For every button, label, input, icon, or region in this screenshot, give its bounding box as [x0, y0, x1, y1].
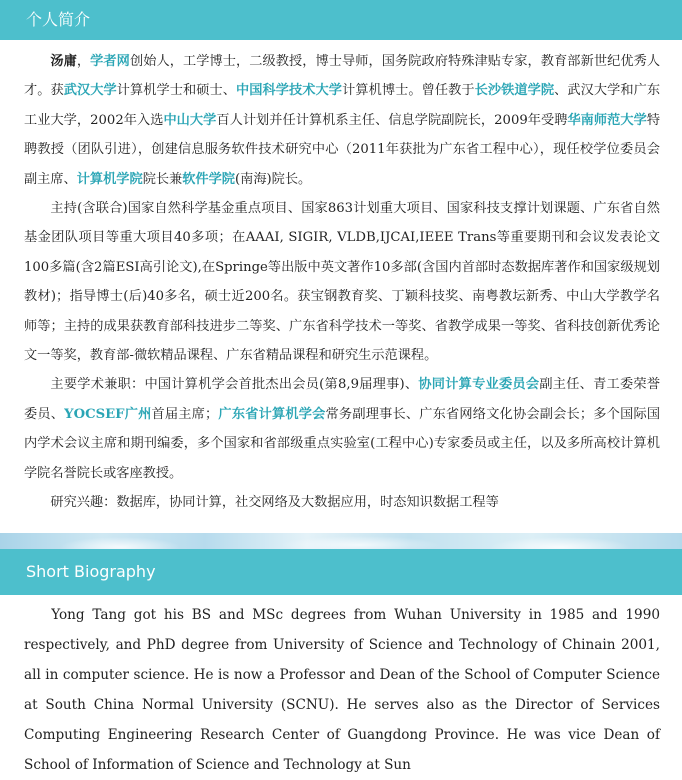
text: 常务副理事长、广东省网络文化协会副会长；多个国际国内学术会议主席和期刊编委，多个国家和省部级重点实验室(工程中心)专家委员或主任，以及多所高校计算机学院名誉院长或客座教授。 — [24, 406, 661, 481]
section-header-cn — [0, 0, 682, 40]
text: (南海)院长。 — [235, 171, 312, 187]
person-name: 汤庸 — [50, 54, 77, 69]
link-xuezhewang[interactable]: 学者网 — [90, 54, 130, 69]
text: ， — [76, 54, 91, 69]
bio-paragraph-en: Yong Tang got his BS and MSc degrees from Wuhan University in 1985 and 1990 respectively, and PhD degree from University of Science and Technology of Chinain 2001, all in computer science. He is now a Professor and Dean of the School of Computer Science at South China Normal University (SCNU). He serves also as the Director of Services Computing Engineering Research Center of Guangdong Province. He was vice Dean of School of Information of Science and Technology at Sun — [24, 607, 660, 773]
link-sun-yat-sen[interactable]: 中山大学 — [163, 112, 217, 128]
link-scnu[interactable]: 华南师范大学 — [567, 112, 647, 128]
text: 副主任、青工委荣誉委员、 — [24, 377, 661, 422]
section-header-en — [0, 549, 682, 595]
link-wuhan-university[interactable]: 武汉大学 — [63, 83, 117, 99]
text: 计算机博士。曾任教于 — [342, 83, 475, 99]
link-gd-computer-society[interactable]: 广东省计算机学会 — [218, 406, 326, 422]
text: 创始人，工学博士，二级教授，博士导师，国务院政府特殊津贴专家，教育部新世纪优秀人才。获 — [24, 54, 661, 99]
link-cs-school[interactable]: 计算机学院 — [76, 171, 143, 187]
text: 百人计划并任计算机系主任、信息学院副院长，2009年受聘 — [216, 112, 568, 128]
bio-paragraph-interests: 研究兴趣：数据库，协同计算，社交网络及大数据应用，时态知识数据工程等 — [50, 495, 499, 511]
text: 首届主席； — [151, 406, 219, 422]
link-software-school[interactable]: 软件学院 — [182, 171, 235, 187]
link-ustc[interactable]: 中国科学技术大学 — [236, 83, 343, 99]
chinese-biography — [24, 47, 660, 518]
link-yocsef[interactable]: YOCSEF广州 — [64, 406, 152, 422]
english-biography — [24, 600, 660, 780]
text: 主要学术兼职：中国计算机学会首批杰出会员(第8,9届理事)、 — [50, 377, 419, 393]
link-changsha-railway[interactable]: 长沙铁道学院 — [474, 83, 555, 99]
bio-paragraph-research: 主持(含联合)国家自然科学基金重点项目、国家863计划重大项目、国家科技支撑计划课题、广东省自然基金团队项目等重大项目40多项；在AAAI, SIGIR, VLDB,IJCAI,IEEE Trans等重要期刊和会议发表论文100多篇(含2篇ESI高引论文),在Springe等出版中英文著作10多部(含国内首部时态数据库著作和国家级规划教材)；指导博士(后)40多名，硕士近200名。获宝钢教育奖、丁颖科技奖、南粤教坛新秀、中山大学教学名师等；主持的成果获教育部科技进步二等奖、广东省科学技术一等奖、省教学成果一等奖、省科技创新优秀论文一等奖，教育部-微软精品课程、广东省精品课程和研究生示范课程。 — [24, 201, 660, 364]
text: 特聘教授（团队引进），创建信息服务软件技术研究中心（2011年获批为广东省工程中心），现任校学位委员会副主席、 — [24, 112, 661, 187]
section-title-cn: 个人简介 — [26, 10, 91, 29]
text: 计算机学士和硕士、 — [116, 83, 237, 99]
text: 、武汉大学和广东工业大学，2002年入选 — [24, 83, 661, 128]
bio-paragraph-intro — [24, 47, 660, 194]
section-title-en: Short Biography — [26, 562, 156, 581]
link-collab-committee[interactable]: 协同计算专业委员会 — [418, 377, 540, 393]
text: 院长兼 — [142, 171, 183, 187]
bio-paragraph-positions — [24, 370, 660, 488]
